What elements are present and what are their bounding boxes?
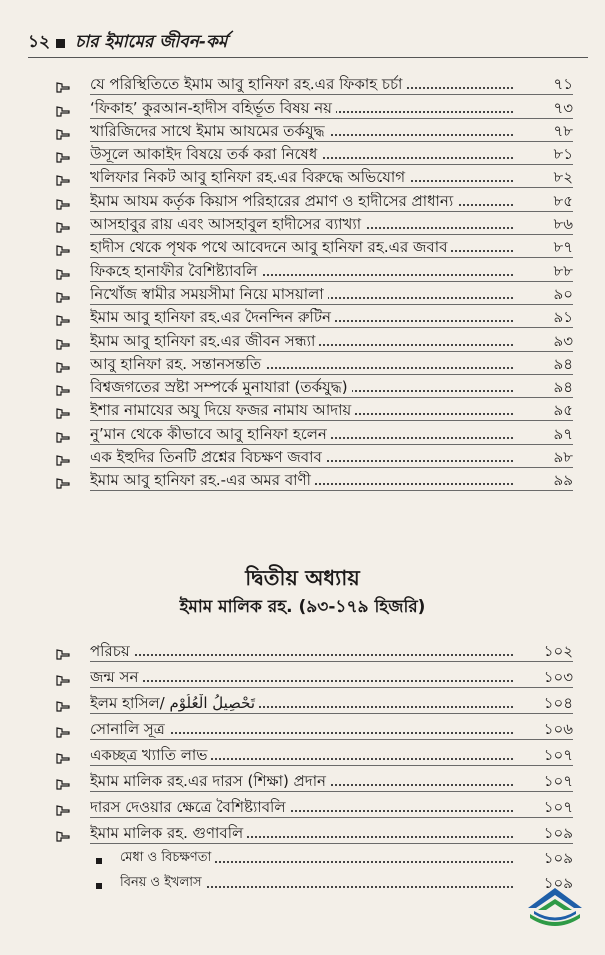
entry-text-wrap	[90, 332, 513, 350]
entry-text-wrap	[90, 378, 513, 396]
entry-title: একচ্ছত্র খ্যাতি লাভ	[90, 746, 211, 764]
entry-text-wrap	[90, 642, 513, 660]
bullet-square-icon	[96, 883, 102, 889]
pointing-hand-icon	[56, 830, 70, 842]
entry-title: নু’মান থেকে কীভাবে আবু হানিফা হলেন	[90, 425, 331, 443]
entry-page-number: ১০৭	[543, 798, 573, 816]
entry-text-wrap	[90, 122, 513, 140]
entry-page-number: ১০৭	[543, 772, 573, 790]
entry-title: এক ইহুদির তিনটি প্রশ্নের বিচক্ষণ জবাব	[90, 448, 326, 466]
entry-page-number: ১০৩	[543, 668, 573, 686]
entry-title: মেধা ও বিচক্ষণতা	[120, 850, 215, 865]
book-title: চার ইমামের জীবন-কর্ম	[75, 32, 228, 52]
entry-title: হাদীস থেকে পৃথক পথে আবেদনে আবু হানিফা রহ.এর জবাব	[90, 238, 451, 256]
entry-page-number: ৯১	[553, 308, 573, 327]
pointing-hand-icon	[56, 174, 70, 186]
entry-text-wrap	[90, 168, 513, 186]
entry-title: ইমাম মালিক রহ. গুণাবলি	[90, 824, 247, 842]
entry-title: ‘ফিকাহ’ কুরআন-হাদীস বহির্ভূত বিষয় নয়	[90, 99, 336, 117]
toc-entry	[58, 212, 573, 235]
entry-title: উসূলে আকাইদ বিষয়ে তর্ক করা নিষেধ	[90, 145, 321, 163]
toc-entry	[58, 188, 573, 211]
entry-page-number: ৯৪	[553, 354, 573, 373]
pointing-hand-icon	[56, 454, 70, 466]
pointing-hand-icon	[56, 804, 70, 816]
entry-page-number: ৯৩	[553, 331, 573, 350]
toc-entry	[58, 792, 573, 818]
entry-page-number: ৮২	[553, 168, 573, 187]
toc-entry	[58, 662, 573, 688]
pointing-hand-icon	[56, 752, 70, 764]
toc-entry	[58, 766, 573, 792]
pointing-hand-icon	[56, 198, 70, 210]
entry-page-number: ১০৭	[543, 746, 573, 764]
entry-title: আসহাবুর রায় এবং আসহাবুল হাদীসের ব্যাখ্যা	[90, 215, 365, 233]
entry-text-wrap	[90, 720, 513, 738]
entry-text-wrap	[90, 145, 513, 163]
entry-text-wrap	[120, 872, 513, 892]
bullet-square-icon	[96, 858, 102, 864]
pointing-hand-icon	[56, 726, 70, 738]
entry-text-wrap	[120, 847, 513, 867]
entry-text-wrap	[90, 285, 513, 303]
entry-page-number: ৯৯	[553, 471, 573, 490]
pointing-hand-icon	[56, 151, 70, 163]
entry-page-number: ৭৮	[553, 121, 573, 140]
entry-title: খারিজিদের সাথে ইমাম আযমের তর্কযুদ্ধ	[90, 122, 329, 140]
entry-title: ইমাম আবু হানিফা রহ.এর দৈনন্দিন রুটিন	[90, 308, 335, 326]
toc-entry	[58, 740, 573, 766]
chapter-subtitle: ইমাম মালিক রহ. (৯৩-১৭৯ হিজরি)	[179, 597, 426, 617]
entry-page-number: ৮৮	[553, 261, 573, 280]
entry-text-wrap	[90, 772, 513, 790]
entry-page-number: ৭১	[553, 75, 573, 94]
entry-title: জন্ম সন	[90, 668, 142, 686]
header-rule	[28, 57, 588, 58]
entry-page-number: ১০৪	[543, 694, 573, 712]
toc-sub-entry	[58, 869, 573, 894]
pointing-hand-icon	[56, 221, 70, 233]
toc-entry	[58, 818, 573, 844]
pointing-hand-icon	[56, 477, 70, 489]
toc-entry	[58, 235, 573, 258]
toc-entry	[58, 421, 573, 444]
entry-text-wrap	[90, 694, 513, 712]
leader-dots	[90, 654, 513, 656]
entry-title: ফিকহে হানাফীর বৈশিষ্ট্যাবলি	[90, 262, 261, 280]
entry-title: যে পরিস্থিতিতে ইমাম আবু হানিফা রহ.এর ফিকাহ চর্চা	[90, 75, 406, 93]
pointing-hand-icon	[56, 700, 70, 712]
entry-text-wrap	[90, 262, 513, 280]
toc-entry	[58, 72, 573, 95]
pointing-hand-icon	[56, 314, 70, 326]
entry-text-wrap	[90, 99, 513, 117]
entry-page-number: ৮৭	[553, 238, 573, 257]
pointing-hand-icon	[56, 81, 70, 93]
entry-title: দারস দেওয়ার ক্ষেত্রে বৈশিষ্ট্যাবলি	[90, 798, 290, 816]
toc-entry	[58, 636, 573, 662]
entry-page-number: ৭৩	[553, 98, 573, 117]
toc-entry	[58, 398, 573, 421]
toc-entry	[58, 305, 573, 328]
entry-page-number: ১০৯	[543, 874, 573, 892]
entry-title: ইমাম আযম কর্তৃক কিয়াস পরিহারের প্রমাণ ও হাদীসের প্রাধান্য	[90, 192, 457, 210]
pointing-hand-icon	[56, 291, 70, 303]
entry-title: ইমাম আবু হানিফা রহ.-এর অমর বাণী	[90, 471, 315, 489]
entry-title: নিখোঁজ স্বামীর সময়সীমা নিয়ে মাসয়ালা	[90, 285, 328, 303]
pointing-hand-icon	[56, 361, 70, 373]
pointing-hand-icon	[56, 105, 70, 117]
toc-entry	[58, 468, 573, 491]
pointing-hand-icon	[56, 338, 70, 350]
leader-dots	[90, 680, 513, 682]
toc-section-2	[58, 636, 573, 894]
page-number: ১২	[28, 32, 51, 52]
entry-text-wrap	[90, 746, 513, 764]
entry-text-wrap	[90, 471, 513, 489]
entry-text-wrap	[90, 308, 513, 326]
toc-entry	[58, 165, 573, 188]
toc-entry	[58, 142, 573, 165]
entry-title: ইশার নামাযের অযু দিয়ে ফজর নামায আদায়	[90, 401, 355, 419]
toc-entry	[58, 375, 573, 398]
entry-page-number: ৯৭	[553, 424, 573, 443]
entry-text-wrap	[90, 238, 513, 256]
toc-entry	[58, 352, 573, 375]
pointing-hand-icon	[56, 674, 70, 686]
pointing-hand-icon	[56, 431, 70, 443]
toc-sub-entry	[58, 844, 573, 869]
pointing-hand-icon	[56, 648, 70, 660]
entry-page-number: ৯৪	[553, 378, 573, 397]
running-header	[28, 30, 588, 56]
entry-title: ইমাম মালিক রহ.এর দারস (শিক্ষা) প্রদান	[90, 772, 330, 790]
entry-title: সোনালি সূত্র	[90, 720, 169, 738]
toc-entry	[58, 119, 573, 142]
entry-page-number: ৮৫	[553, 191, 573, 210]
entry-title: ইমাম আবু হানিফা রহ.এর জীবন সন্ধ্যা	[90, 332, 319, 350]
entry-text-wrap	[90, 824, 513, 842]
entry-page-number: ৯৮	[553, 448, 573, 467]
entry-page-number: ১০৬	[543, 720, 573, 738]
pointing-hand-icon	[56, 128, 70, 140]
chapter-title: দ্বিতীয় অধ্যায়	[245, 566, 360, 590]
toc-entry	[58, 714, 573, 740]
entry-title: আবু হানিফা রহ. সন্তানসন্ততি	[90, 355, 265, 373]
pointing-hand-icon	[56, 384, 70, 396]
entry-page-number: ১০২	[543, 642, 573, 660]
toc-entry	[58, 258, 573, 281]
toc-entry	[58, 328, 573, 351]
entry-title: খলিফার নিকট আবু হানিফা রহ.এর বিরুদ্ধে অভিযোগ	[90, 168, 409, 186]
entry-page-number: ৯০	[553, 284, 573, 303]
entry-text-wrap	[90, 448, 513, 466]
entry-text-wrap	[90, 192, 513, 210]
entry-text-wrap	[90, 668, 513, 686]
entry-text-wrap	[90, 215, 513, 233]
toc-entry	[58, 282, 573, 305]
entry-title: পরিচয়	[90, 642, 134, 660]
entry-page-number: ১০৯	[543, 824, 573, 842]
entry-page-number: ৯৫	[553, 401, 573, 420]
pointing-hand-icon	[56, 407, 70, 419]
entry-title: ইলম হাসিল/ تَحْصِيلُ الْعُلُوْمِ	[90, 694, 259, 712]
entry-title: বিনয় ও ইখলাস	[120, 875, 206, 890]
toc-entry	[58, 688, 573, 714]
entry-page-number: ৮৬	[553, 215, 573, 234]
entry-page-number: ৮১	[553, 145, 573, 164]
header-square-icon	[56, 39, 65, 48]
entry-underline	[90, 490, 573, 491]
pointing-hand-icon	[56, 778, 70, 790]
pointing-hand-icon	[56, 268, 70, 280]
publisher-logo-icon	[524, 880, 586, 932]
entry-title: বিশ্বজগতের স্রষ্টা সম্পর্কে মুনাযারা (তর্কযুদ্ধ)	[90, 378, 352, 396]
toc-section-1	[58, 72, 573, 491]
toc-entry	[58, 445, 573, 468]
entry-text-wrap	[90, 401, 513, 419]
entry-text-wrap	[90, 425, 513, 443]
entry-page-number: ১০৯	[543, 849, 573, 867]
toc-entry	[58, 95, 573, 118]
entry-text-wrap	[90, 355, 513, 373]
entry-text-wrap	[90, 798, 513, 816]
entry-text-wrap	[90, 75, 513, 93]
pointing-hand-icon	[56, 244, 70, 256]
